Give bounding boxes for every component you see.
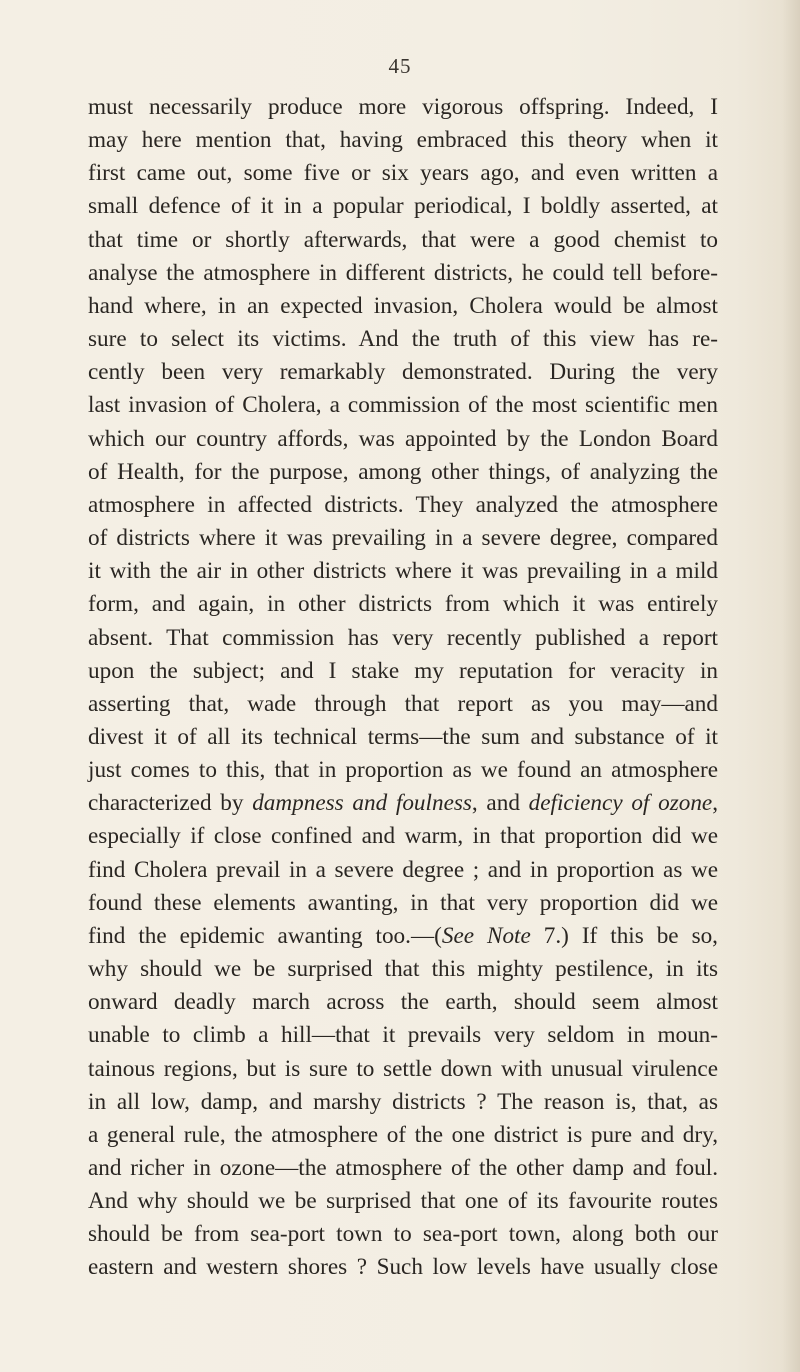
text-line — [88, 1053, 718, 1086]
text-line — [88, 655, 718, 688]
text-segment: why should we be surprised that this mighty pestilence, in its — [88, 956, 718, 983]
text-segment: in all low, damp, and marshy districts ? The reason is, that, as — [88, 1088, 718, 1115]
text-segment: absent. That commission has very recently published a report — [88, 624, 718, 651]
text-segment: unable to climb a hill—that it prevails very seldom in moun- — [88, 1022, 718, 1049]
text-line — [88, 1251, 718, 1284]
text-segment: tainous regions, but is sure to settle down with unusual virulence — [88, 1055, 718, 1082]
text-line — [88, 986, 718, 1019]
text-line — [88, 688, 718, 721]
text-line — [88, 489, 718, 522]
text-segment: which our country affords, was appointed by the London Board — [88, 425, 718, 452]
text-segment: just comes to this, that in proportion as we found an atmosphere — [88, 757, 718, 784]
text-segment: divest it of all its technical terms—the sum and substance of it — [88, 723, 718, 750]
text-line — [88, 124, 718, 157]
text-line — [88, 1218, 718, 1251]
text-line — [88, 787, 718, 820]
text-line — [88, 721, 718, 754]
text-segment: onward deadly march across the earth, should seem almost — [88, 989, 718, 1016]
text-line — [88, 622, 718, 655]
text-line — [88, 323, 718, 356]
text-line — [88, 953, 718, 986]
text-segment: may here mention that, having embraced this theory when it — [88, 127, 718, 154]
body-paragraph — [88, 91, 718, 1285]
text-line — [88, 1185, 718, 1218]
text-segment: last invasion of Cholera, a commission of the most scientific men — [88, 392, 718, 419]
text-segment: cently been very remarkably demonstrated. During the very — [88, 359, 718, 386]
text-segment: upon the subject; and I stake my reputation for veracity in — [88, 657, 718, 684]
text-line — [88, 91, 718, 124]
text-line — [88, 920, 718, 953]
text-line — [88, 1152, 718, 1185]
text-segment: asserting that, wade through that report as you may—and — [88, 690, 718, 717]
text-segment: that time or shortly afterwards, that were a good chemist to — [88, 226, 718, 253]
text-line — [88, 1086, 718, 1119]
text-line — [88, 456, 718, 489]
text-segment: 7.) If this be so, — [530, 922, 718, 949]
text-line — [88, 754, 718, 787]
text-line — [88, 157, 718, 190]
text-segment: first came out, some five or six years ago, and even written a — [88, 160, 718, 187]
text-line — [88, 588, 718, 621]
text-segment: it with the air in other districts where it was prevailing in a mild — [88, 558, 718, 585]
text-segment: form, and again, in other districts from which it was entirely — [88, 591, 718, 618]
page-edge-shadow — [782, 0, 800, 1372]
text-segment: , and — [471, 790, 529, 817]
text-segment: should be from sea-port town to sea-port town, along both our — [88, 1221, 718, 1248]
text-line — [88, 190, 718, 223]
text-segment: characterized by — [88, 790, 253, 817]
text-segment: analyse the atmosphere in different districts, he could tell before- — [88, 259, 718, 286]
text-segment: find the epidemic awanting too.—( — [88, 922, 442, 949]
text-line — [88, 820, 718, 853]
text-segment: hand where, in an expected invasion, Cholera would be almost — [88, 292, 718, 319]
text-segment: small defence of it in a popular periodical, I boldly asserted, at — [88, 193, 718, 220]
italic-text: deficiency of ozone — [528, 790, 713, 817]
text-segment: of districts where it was prevailing in a severe degree, compared — [88, 525, 718, 552]
text-segment: sure to select its victims. And the truth of this view has re- — [88, 326, 718, 353]
italic-text: dampness and foulness — [252, 790, 472, 817]
text-line — [88, 290, 718, 323]
text-segment: must necessarily produce more vigorous offspring. Indeed, I — [88, 94, 718, 120]
page-number: 45 — [388, 54, 412, 78]
text-segment: find Cholera prevail in a severe degree ; and in proportion as we — [88, 856, 718, 883]
text-segment: , — [712, 790, 718, 817]
text-segment: especially if close confined and warm, in that proportion did we — [88, 823, 718, 850]
text-segment: and richer in ozone—the atmosphere of the other damp and foul. — [88, 1155, 718, 1181]
text-line — [88, 887, 718, 920]
text-line — [88, 522, 718, 555]
text-line — [88, 854, 718, 887]
text-segment: eastern and western shores ? Such low levels have usually close — [88, 1254, 718, 1281]
text-line — [88, 423, 718, 456]
text-segment: atmosphere in affected districts. They analyzed the atmosphere — [88, 491, 718, 518]
text-line — [88, 389, 718, 422]
italic-text: See Note — [441, 922, 531, 949]
text-segment: And why should we be surprised that one of its favourite routes — [88, 1188, 718, 1215]
text-line — [88, 224, 718, 257]
text-line — [88, 555, 718, 588]
text-segment: found these elements awanting, in that very proportion did we — [88, 889, 718, 916]
text-segment: of Health, for the purpose, among other things, of analyzing the — [88, 458, 718, 485]
text-segment: a general rule, the atmosphere of the one district is pure and dry, — [88, 1121, 718, 1148]
text-line — [88, 257, 718, 290]
text-line — [88, 356, 718, 389]
text-line — [88, 1119, 718, 1152]
text-line — [88, 1019, 718, 1052]
